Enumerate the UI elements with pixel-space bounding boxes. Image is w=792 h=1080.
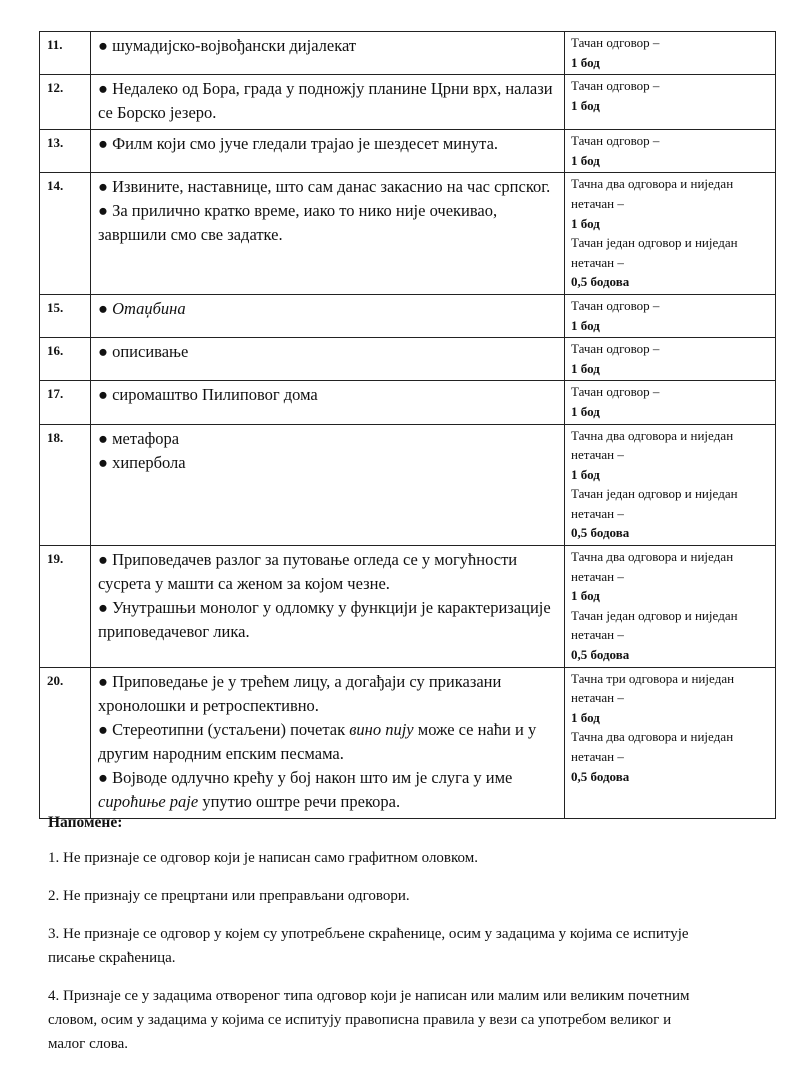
points-cell: Тачна два одговора и нијeдан нетачан – 1 бод Тачан један одговор и нијeдан нетачан – 0,5 бодова — [565, 424, 776, 546]
answer-cell: ● описивање — [91, 338, 565, 381]
task-number: 17. — [40, 381, 91, 424]
table-row — [40, 75, 776, 130]
points-cell: Тачан одговор – 1 бод — [565, 338, 776, 381]
table-row — [40, 338, 776, 381]
answer-key-table — [39, 31, 776, 819]
answer-cell: ● Извините, наставнице, што сам данас закаснио на час српског. ● За прилично кратко време, иако то нико није очекивао, завршили смо све задатке. — [91, 173, 565, 295]
note-item: 3. Не признаје се одговор у којем су употребљене скраћенице, осим у задацима у којима се испитује писање скраћеница. — [48, 926, 689, 966]
notes-section — [48, 814, 698, 1070]
answer-cell: ● Отаџбина — [91, 294, 565, 337]
table-row — [40, 130, 776, 173]
points-cell: Тачан одговор – 1 бод — [565, 32, 776, 75]
table-row — [40, 546, 776, 668]
task-number: 15. — [40, 294, 91, 337]
answer-cell: ● Приповедачев разлог за путовање огледа се у могућности сусрета у машти са женом за којом чезне. ● Унутрашњи монолог у одломку у функцији је карактеризације приповедачевог лика. — [91, 546, 565, 668]
points-cell: Тачан одговор – 1 бод — [565, 75, 776, 130]
note-item: 1. Не признаје се одговор који је написан само графитном оловком. — [48, 850, 478, 866]
points-cell: Тачна два одговора и нијeдан нетачан – 1 бод Тачан један одговор и нијeдан нетачан – 0,5 бодова — [565, 546, 776, 668]
table-row — [40, 294, 776, 337]
task-number: 18. — [40, 424, 91, 546]
points-cell: Тачан одговор – 1 бод — [565, 130, 776, 173]
notes-heading: Напомене: — [48, 814, 123, 831]
points-cell: Тачан одговор – 1 бод — [565, 381, 776, 424]
answer-cell: ● Филм који смо јуче гледали трајао је шездесет минута. — [91, 130, 565, 173]
answer-cell: ● шумадијско-војвођански дијалекат — [91, 32, 565, 75]
points-cell: Тачна три одговора и нијeдан нетачан – 1 бод Тачна два одговора и нијeдан нетачан – 0,5 бодова — [565, 667, 776, 818]
table-row — [40, 667, 776, 818]
task-number: 19. — [40, 546, 91, 668]
task-number: 11. — [40, 32, 91, 75]
task-number: 14. — [40, 173, 91, 295]
answer-cell: ● сиромаштво Пилиповог дома — [91, 381, 565, 424]
task-number: 12. — [40, 75, 91, 130]
table-row — [40, 381, 776, 424]
task-number: 20. — [40, 667, 91, 818]
note-item: 2. Не признају се прецртани или преправљани одговори. — [48, 888, 410, 904]
points-cell: Тачна два одговора и нијeдан нетачан – 1 бод Тачан један одговор и нијeдан нетачан – 0,5 бодова — [565, 173, 776, 295]
points-cell: Тачан одговор – 1 бод — [565, 294, 776, 337]
answer-cell: ● Недалеко од Бора, града у подножју планине Црни врх, налази се Борско језеро. — [91, 75, 565, 130]
note-item: 4. Признаје се у задацима отвореног типа одговор који је написан или малим или великим почетним словом, осим у задацима у којима се испитују правописна правила у вези са употребом великог и малог слова. — [48, 988, 690, 1052]
table-row — [40, 424, 776, 546]
answer-cell: ● Приповедање је у трећем лицу, а догађаји су приказани хронолошки и ретроспективно. ● Стереотипни (устаљени) почетак вино пију може се наћи и у другим народним епским песмама. ● Војводе одлучно крећу у бој након што им је слуга у име сироћиње раје упутио оштре речи прекора. — [91, 667, 565, 818]
table-row — [40, 173, 776, 295]
task-number: 16. — [40, 338, 91, 381]
table-row — [40, 32, 776, 75]
task-number: 13. — [40, 130, 91, 173]
answer-cell: ● метафора ● хипербола — [91, 424, 565, 546]
